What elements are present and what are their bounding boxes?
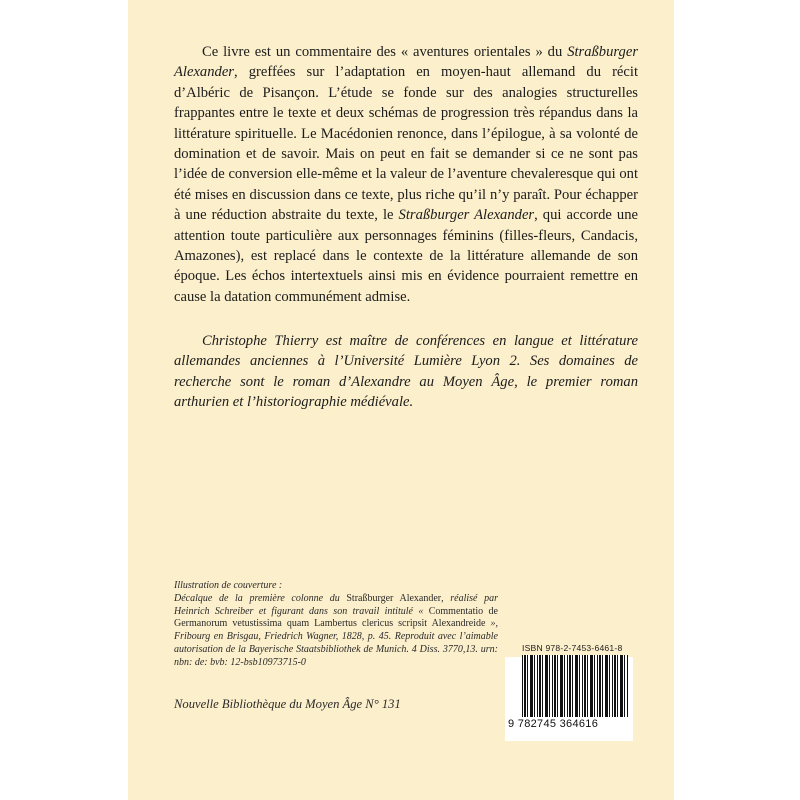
credits-text-c: , réalisé par Heinrich Schreiber et figurant dans son travail intitulé « (174, 592, 499, 617)
barcode-icon (522, 655, 628, 717)
cover-credits (174, 580, 498, 670)
credits-text-e: », Fribourg en Brisgau, Friedrich Wagner, 1828, p. 45. Reproduit avec l’aimable autorisation de la Bayerische Staatsbibliothek de Munich. 4 Diss. 3770,13. urn: nbn: de: bvb: 12-bsb10973715-0 (174, 618, 499, 668)
book-title: Straßburger Alexander (174, 44, 638, 81)
book-title: Straßburger Alexander (398, 207, 535, 224)
isbn-label: ISBN 978-2-7453-6461-8 (522, 643, 623, 653)
series-title: Nouvelle Bibliothèque du Moyen Âge N° 131 (174, 697, 401, 711)
summary-text-b: , greffées sur l’adaptation en moyen-haut allemand du récit d’Albéric de Pisançon. L’étude se fonde sur des analogies structurelles frappantes entre le texte et deux schémas de progression très répandus dans la littérature spirituelle. Le Macédonien renonce, dans l’épilogue, à sa volonté de domination et de savoir. Mais on peut en fait se demander si ce ne sont pas l’idée de conversion elle-même et la valeur de l’aventure chevaleresque qui ont été mises en discussion dans ce texte, plus riche qu’il n’y paraît. Pour échapper à une réduction abstraite du texte, le (174, 64, 638, 224)
summary-text-a: Ce livre est un commentaire des « aventures orientales » du (202, 44, 568, 60)
credits-text-a: Décalque de la première colonne du (174, 592, 347, 604)
barcode-digits: 9 782745 364616 (508, 718, 599, 730)
summary-text-c: , qui accorde une attention toute particulière aux personnages féminins (filles-fleurs, Candacis, Amazones), est replacé dans le contexte de la littérature allemande de son époque. Les échos intertextuels ainsi mis en évidence pourraient remettre en cause la datation communément admise. (174, 207, 638, 305)
credits-heading: Illustration de couverture : (174, 580, 283, 591)
summary-paragraph (174, 42, 638, 307)
credits-title: Straßburger Alexander (346, 592, 442, 604)
author-bio: Christophe Thierry est maître de conférences en langue et littérature allemandes anciennes à l’Université Lumière Lyon 2. Ses domaines de recherche sont le roman d’Alexandre au Moyen Âge, le premier roman arthurien et l’historiographie médiévale. (174, 333, 638, 411)
credits-work-title: Commentatio de Germanorum vetustissima quam Lambertus clericus scripsit Alexandreide (174, 605, 498, 630)
